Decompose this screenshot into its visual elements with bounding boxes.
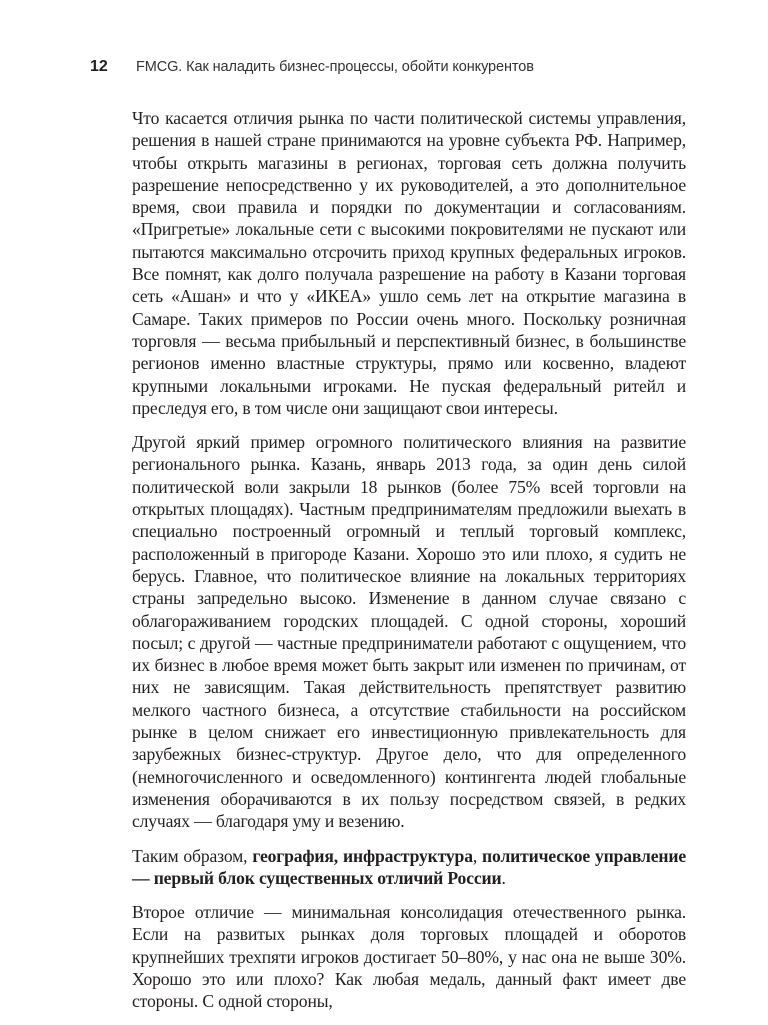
paragraph-3 bbox=[132, 845, 686, 890]
running-header bbox=[90, 58, 690, 76]
term-infrastructure: инфраструктура bbox=[342, 845, 473, 866]
term-separator-1: , bbox=[333, 845, 343, 866]
running-title: FMCG. Как наладить бизнес-процессы, обойти конкурентов bbox=[136, 59, 534, 75]
page-number: 12 bbox=[90, 58, 108, 75]
term-political-management: политическое управление — первый блок существенных отличий России bbox=[132, 845, 686, 888]
paragraph-3-lead: Таким образом, bbox=[132, 845, 253, 866]
body-text bbox=[132, 107, 686, 1025]
paragraph-4: Второе отличие — минимальная консолидация отечественного рынка. Если на развитых рынках доля торговых площадей и оборотов крупнейших трехпяти игроков достигает 50–80%, у нас она не выше 30%. Хорошо это или плохо? Как любая медаль, данный факт имеет две стороны. С одной стороны, bbox=[132, 902, 686, 1012]
paragraph-1: Что касается отличия рынка по части политической системы управления, решения в нашей стране принимаются на уровне субъекта РФ. Например, чтобы открыть магазины в регионах, торговая сеть должна получить разрешение непосредственно у их руководителей, а это дополнительное время, свои правила и порядки по документации и согласованиям. «Пригретые» локальные сети с высокими покровителями не пускают или пытаются максимально отсрочить приход крупных федеральных игроков. Все помнят, как долго получала разрешение на работу в Казани торговая сеть «Ашан» и что у «ИКЕА» ушло семь лет на открытие магазина в Самаре. Таких примеров по России очень много. Поскольку розничная торговля — весьма прибыльный и перспективный бизнес, в большинстве регионов именно властные структуры, прямо или косвенно, владеют крупными локальными игроками. Не пуская федеральный ритейл и преследуя его, в том числе они защищают свои интересы. bbox=[132, 108, 686, 418]
paragraph-2: Другой яркий пример огромного политического влияния на развитие регионального рынка. Казань, январь 2013 года, за один день силой политической воли закрыли 18 рынков (более 75% всей торговли на открытых площадях). Частным предпринимателям предложили выехать в специально построенный огромный и теплый торговый комплекс, расположенный в пригороде Казани. Хорошо это или плохо, я судить не берусь. Главное, что политическое влияние на локальных территориях страны запредельно высоко. Изменение в данном случае связано с облагораживанием городских площадей. С одной стороны, хороший посыл; с другой — частные предприниматели работают с ощущением, что их бизнес в любое время может быть закрыт или изменен по причинам, от них не зависящим. Такая действительность препятствует развитию мелкого частного бизнеса, а отсутствие стабильности на российском рынке в целом снижает его инвестиционную привлекательность для зарубежных бизнес-структур. Другое дело, что для определенного (немногочисленного и осведомленного) контингента людей глобальные изменения оборачиваются в их пользу посредством связей, в редких случаях — благодаря уму и везению. bbox=[132, 432, 686, 832]
paragraph-3-tail: . bbox=[501, 867, 506, 888]
term-geography: география bbox=[252, 845, 334, 866]
term-separator-2: , bbox=[472, 845, 483, 866]
